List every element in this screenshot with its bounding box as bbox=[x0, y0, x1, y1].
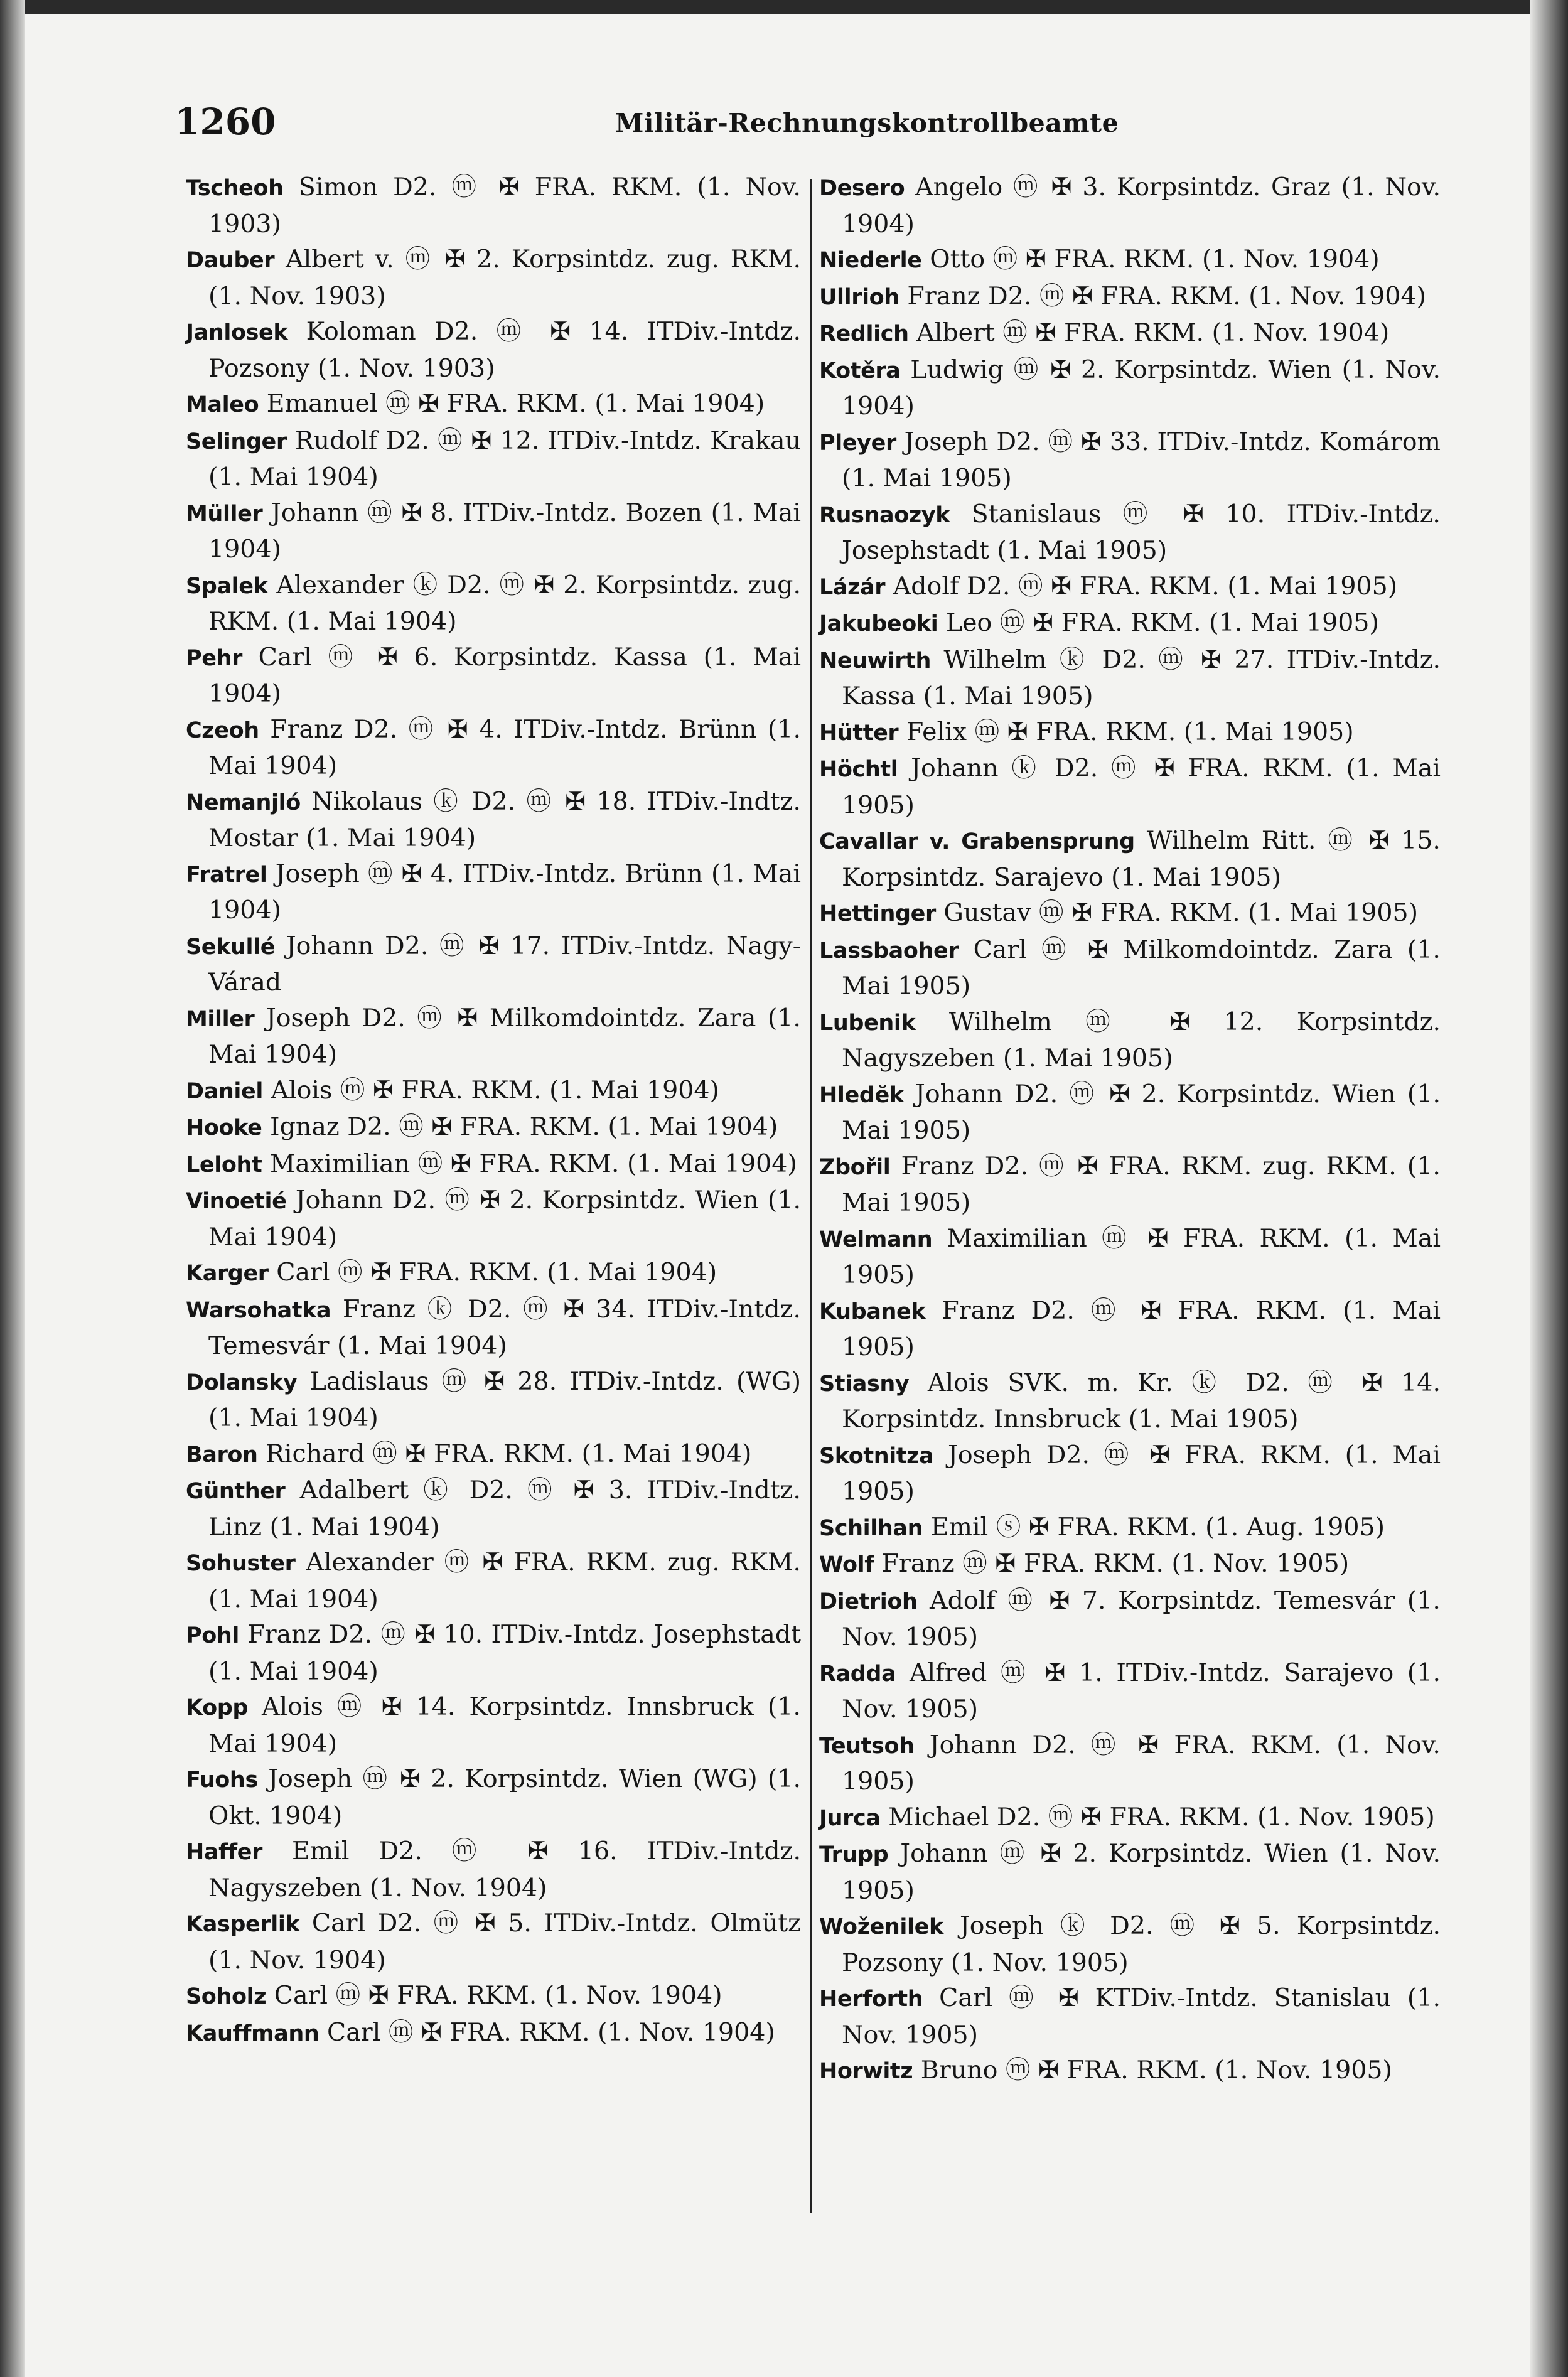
entry-surname: Stiasny bbox=[819, 1371, 910, 1397]
entry-details: Koloman D2. ⓜ ✠ 14. ITDiv.-Intdz. Pozsony (1. Nov. 1903) bbox=[208, 317, 801, 383]
entry-surname: Miller bbox=[186, 1006, 255, 1032]
entry-surname: Baron bbox=[186, 1442, 258, 1468]
list-item bbox=[186, 1292, 801, 1364]
list-item bbox=[186, 1183, 801, 1255]
list-item bbox=[819, 823, 1441, 895]
list-item bbox=[186, 1473, 801, 1545]
list-item bbox=[186, 1364, 801, 1436]
entry-surname: Fratrel bbox=[186, 862, 267, 888]
entry-surname: Pehr bbox=[186, 645, 242, 671]
entry-details: Joseph D2. ⓜ ✠ 33. ITDiv.-Intdz. Komárom (1. Mai 1905) bbox=[842, 427, 1441, 493]
entry-details: Alexander ⓚ D2. ⓜ ✠ 2. Korpsintdz. zug. RKM. (1. Mai 1904) bbox=[208, 570, 802, 636]
entry-details: Ladislaus ⓜ ✠ 28. ITDiv.-Intdz. (WG) (1. Mai 1904) bbox=[208, 1366, 801, 1432]
entry-details: Ignaz D2. ⓜ ✠ FRA. RKM. (1. Mai 1904) bbox=[270, 1112, 778, 1141]
entry-surname: Haffer bbox=[186, 1840, 262, 1865]
entry-surname: Jakubeoki bbox=[819, 611, 938, 636]
entry-surname: Selinger bbox=[186, 429, 287, 454]
entry-details: Adolf ⓜ ✠ 7. Korpsintdz. Temesvár (1. Nov. 1905) bbox=[842, 1586, 1441, 1651]
entry-details: Maximilian ⓜ ✠ FRA. RKM. (1. Mai 1904) bbox=[269, 1149, 797, 1178]
entry-details: Carl ⓜ ✠ FRA. RKM. (1. Nov. 1904) bbox=[274, 1981, 722, 2010]
entry-surname: Höchtl bbox=[819, 757, 898, 782]
entry-surname: Hütter bbox=[819, 720, 899, 746]
entry-details: Joseph ⓚ D2. ⓜ ✠ 5. Korpsintdz. Pozsony (1. Nov. 1905) bbox=[842, 1911, 1441, 1977]
list-item bbox=[186, 1617, 801, 1689]
column-divider bbox=[810, 179, 812, 2213]
entry-surname: Karger bbox=[186, 1261, 269, 1286]
entry-details: Angelo ⓜ ✠ 3. Korpsintdz. Graz (1. Nov. 1904) bbox=[842, 173, 1441, 239]
entry-details: Alfred ⓜ ✠ 1. ITDiv.-Intdz. Sarajevo (1. Nov. 1905) bbox=[842, 1658, 1441, 1724]
list-item bbox=[819, 1583, 1441, 1655]
scan-right-edge bbox=[1530, 0, 1568, 2377]
entry-details: Emanuel ⓜ ✠ FRA. RKM. (1. Mai 1904) bbox=[266, 389, 765, 418]
list-item bbox=[186, 784, 801, 856]
entry-details: Johann ⓜ ✠ 2. Korpsintdz. Wien (1. Nov. 1905) bbox=[842, 1839, 1441, 1905]
entry-surname: Lassbaoher bbox=[819, 938, 959, 963]
entry-details: Otto ⓜ ✠ FRA. RKM. (1. Nov. 1904) bbox=[930, 245, 1380, 274]
list-item bbox=[819, 1655, 1441, 1727]
entry-surname: Ullrioh bbox=[819, 284, 899, 310]
list-item bbox=[186, 1255, 801, 1292]
list-item bbox=[186, 1689, 801, 1761]
entry-details: Joseph ⓜ ✠ 2. Korpsintdz. Wien (WG) (1. Okt. 1904) bbox=[208, 1764, 802, 1830]
entry-surname: Fuohs bbox=[186, 1768, 258, 1793]
list-item bbox=[186, 1833, 801, 1906]
list-item bbox=[186, 1001, 801, 1073]
entry-details: Joseph D2. ⓜ ✠ FRA. RKM. (1. Mai 1905) bbox=[842, 1440, 1441, 1506]
entry-surname: Kopp bbox=[186, 1695, 249, 1720]
list-item bbox=[819, 751, 1441, 823]
list-item bbox=[186, 640, 801, 712]
entry-surname: Dietrioh bbox=[819, 1589, 918, 1614]
scan-top-edge bbox=[0, 0, 1568, 14]
entry-details: Alois ⓜ ✠ 14. Korpsintdz. Innsbruck (1. Mai 1904) bbox=[208, 1692, 801, 1758]
list-item bbox=[819, 932, 1441, 1004]
entry-details: Johann ⓚ D2. ⓜ ✠ FRA. RKM. (1. Mai 1905) bbox=[842, 754, 1441, 820]
entry-details: Johann D2. ⓜ ✠ 17. ITDiv.-Intdz. Nagy-Várad bbox=[208, 931, 801, 997]
list-item bbox=[186, 1146, 801, 1183]
entry-details: Franz D2. ⓜ ✠ FRA. RKM. zug. RKM. (1. Mai 1905) bbox=[842, 1151, 1441, 1217]
entry-details: Michael D2. ⓜ ✠ FRA. RKM. (1. Nov. 1905) bbox=[888, 1802, 1435, 1832]
entry-surname: Woženilek bbox=[819, 1914, 943, 1940]
entry-details: Maximilian ⓜ ✠ FRA. RKM. (1. Mai 1905) bbox=[842, 1223, 1441, 1289]
list-item bbox=[186, 1545, 801, 1617]
list-item bbox=[186, 1906, 801, 1978]
entry-details: Johann D2. ⓜ ✠ FRA. RKM. (1. Nov. 1905) bbox=[842, 1730, 1441, 1796]
list-item bbox=[819, 1980, 1441, 2052]
entry-details: Carl ⓜ ✠ KTDiv.-Intdz. Stanislau (1. Nov. 1905) bbox=[842, 1983, 1441, 2049]
list-item bbox=[819, 1004, 1441, 1076]
entry-surname: Jurca bbox=[819, 1805, 881, 1831]
list-item bbox=[819, 352, 1441, 424]
list-item bbox=[819, 1149, 1441, 1221]
entry-details: Emil D2. ⓜ ✠ 16. ITDiv.-Intdz. Nagyszeben (1. Nov. 1904) bbox=[208, 1837, 801, 1902]
entry-details: Carl ⓜ ✠ 6. Korpsintdz. Kassa (1. Mai 1904) bbox=[208, 642, 801, 708]
entry-details: Carl ⓜ ✠ FRA. RKM. (1. Nov. 1904) bbox=[327, 2017, 775, 2047]
list-item bbox=[819, 895, 1441, 932]
entry-details: Franz D2. ⓜ ✠ 4. ITDiv.-Intdz. Brünn (1. Mai 1904) bbox=[208, 714, 801, 780]
entry-details: Franz D2. ⓜ ✠ FRA. RKM. (1. Nov. 1904) bbox=[907, 281, 1426, 311]
entry-surname: Cavallar v. Grabensprung bbox=[819, 829, 1135, 854]
list-item bbox=[819, 1546, 1441, 1583]
list-item bbox=[819, 496, 1441, 569]
entry-surname: Hooke bbox=[186, 1115, 262, 1140]
entry-surname: Janlosek bbox=[186, 320, 288, 345]
entry-surname: Welmann bbox=[819, 1226, 933, 1252]
entry-details: Johann ⓜ ✠ 8. ITDiv.-Intdz. Bozen (1. Mai 1904) bbox=[208, 498, 802, 564]
entry-surname: Schilhan bbox=[819, 1515, 923, 1541]
entry-details: Wilhelm Ritt. ⓜ ✠ 15. Korpsintdz. Sarajevo (1. Mai 1905) bbox=[842, 826, 1441, 892]
entry-surname: Lázár bbox=[819, 574, 886, 600]
entry-details: Wilhelm ⓜ ✠ 12. Korpsintdz. Nagyszeben (1. Mai 1905) bbox=[842, 1007, 1441, 1073]
entry-details: Rudolf D2. ⓜ ✠ 12. ITDiv.-Intdz. Krakau (1. Mai 1904) bbox=[208, 426, 801, 491]
right-column bbox=[819, 169, 1441, 2090]
list-item bbox=[186, 386, 801, 423]
list-item bbox=[819, 2052, 1441, 2090]
list-item bbox=[819, 1365, 1441, 1437]
entry-details: Carl ⓜ ✠ FRA. RKM. (1. Mai 1904) bbox=[276, 1258, 717, 1287]
entry-surname: Dolansky bbox=[186, 1370, 298, 1395]
list-item bbox=[819, 169, 1441, 242]
entry-surname: Desero bbox=[819, 176, 905, 201]
list-item bbox=[819, 642, 1441, 714]
entry-details: Emil ⓢ ✠ FRA. RKM. (1. Aug. 1905) bbox=[930, 1512, 1385, 1542]
entry-details: Ludwig ⓜ ✠ 2. Korpsintdz. Wien (1. Nov. 1904) bbox=[842, 355, 1441, 421]
list-item bbox=[819, 1076, 1441, 1149]
list-item bbox=[186, 567, 801, 640]
running-title: Militär-Rechnungskontrollbeamte bbox=[615, 108, 1119, 138]
list-item bbox=[186, 495, 801, 567]
entry-details: Felix ⓜ ✠ FRA. RKM. (1. Mai 1905) bbox=[906, 717, 1354, 746]
entry-surname: Kasperlik bbox=[186, 1912, 300, 1937]
entry-details: Franz ⓜ ✠ FRA. RKM. (1. Nov. 1905) bbox=[881, 1549, 1350, 1578]
entry-surname: Niederle bbox=[819, 248, 922, 273]
entry-details: Stanislaus ⓜ ✠ 10. ITDiv.-Intdz. Josephstadt (1. Mai 1905) bbox=[842, 499, 1441, 565]
entry-surname: Maleo bbox=[186, 392, 259, 417]
entry-details: Alexander ⓜ ✠ FRA. RKM. zug. RKM. (1. Mai 1904) bbox=[208, 1548, 801, 1614]
entry-surname: Soholz bbox=[186, 1984, 267, 2009]
entry-surname: Pleyer bbox=[819, 430, 896, 456]
entry-surname: Lubenik bbox=[819, 1010, 916, 1036]
list-item bbox=[186, 856, 801, 928]
entry-details: Gustav ⓜ ✠ FRA. RKM. (1. Mai 1905) bbox=[943, 898, 1419, 927]
entry-details: Wilhelm ⓚ D2. ⓜ ✠ 27. ITDiv.-Intdz. Kassa (1. Mai 1905) bbox=[842, 645, 1441, 711]
entry-details: Alois ⓜ ✠ FRA. RKM. (1. Mai 1904) bbox=[271, 1075, 719, 1105]
entry-surname: Dauber bbox=[186, 248, 275, 273]
entry-details: Franz D2. ⓜ ✠ 10. ITDiv.-Intdz. Josephstadt (1. Mai 1904) bbox=[208, 1620, 801, 1686]
entry-details: Adalbert ⓚ D2. ⓜ ✠ 3. ITDiv.-Indtz. Linz (1. Mai 1904) bbox=[208, 1476, 801, 1542]
list-item bbox=[186, 928, 801, 1001]
entry-surname: Warsohatka bbox=[186, 1297, 331, 1323]
entry-surname: Zbořil bbox=[819, 1154, 891, 1180]
entry-surname: Czeoh bbox=[186, 717, 259, 743]
list-item bbox=[186, 712, 801, 784]
entry-surname: Leloht bbox=[186, 1152, 262, 1178]
page-number: 1260 bbox=[175, 100, 276, 143]
list-item bbox=[186, 1761, 801, 1833]
entry-surname: Nemanjló bbox=[186, 790, 301, 815]
entry-details: Leo ⓜ ✠ FRA. RKM. (1. Mai 1905) bbox=[945, 608, 1379, 637]
entry-details: Albert ⓜ ✠ FRA. RKM. (1. Nov. 1904) bbox=[916, 318, 1390, 347]
list-item bbox=[186, 2015, 801, 2052]
list-item bbox=[186, 314, 801, 386]
list-item bbox=[819, 1221, 1441, 1293]
list-item bbox=[819, 1908, 1441, 1980]
entry-surname: Redlich bbox=[819, 321, 909, 346]
entry-surname: Müller bbox=[186, 501, 263, 527]
list-item bbox=[819, 279, 1441, 316]
entry-surname: Rusnaozyk bbox=[819, 502, 950, 528]
entry-details: Alois SVK. m. Kr. ⓚ D2. ⓜ ✠ 14. Korpsintdz. Innsbruck (1. Mai 1905) bbox=[842, 1368, 1441, 1434]
entry-details: Carl D2. ⓜ ✠ 5. ITDiv.-Intdz. Olmütz (1. Nov. 1904) bbox=[208, 1909, 801, 1975]
entry-details: Franz ⓚ D2. ⓜ ✠ 34. ITDiv.-Intdz. Temesvár (1. Mai 1904) bbox=[208, 1294, 801, 1360]
entry-surname: Vinoetié bbox=[186, 1189, 287, 1214]
entry-surname: Tscheoh bbox=[186, 176, 284, 201]
entry-surname: Spalek bbox=[186, 573, 268, 599]
entry-details: Simon D2. ⓜ ✠ FRA. RKM. (1. Nov. 1903) bbox=[208, 173, 801, 239]
list-item bbox=[819, 1800, 1441, 1837]
entry-surname: Daniel bbox=[186, 1078, 263, 1104]
entry-details: Carl ⓜ ✠ Milkomdointdz. Zara (1. Mai 1905) bbox=[842, 935, 1441, 1001]
list-item bbox=[186, 169, 801, 242]
entry-surname: Günther bbox=[186, 1479, 286, 1504]
entry-surname: Pohl bbox=[186, 1623, 240, 1648]
list-item bbox=[819, 315, 1441, 352]
entry-surname: Kubanek bbox=[819, 1299, 926, 1324]
entry-details: Joseph D2. ⓜ ✠ Milkomdointdz. Zara (1. Mai 1904) bbox=[208, 1003, 801, 1069]
entry-surname: Sekullé bbox=[186, 934, 276, 960]
list-item bbox=[819, 714, 1441, 751]
entry-surname: Neuwirth bbox=[819, 648, 931, 673]
entry-surname: Kotěra bbox=[819, 358, 901, 384]
entry-surname: Hledĕk bbox=[819, 1082, 904, 1108]
entry-surname: Skotnitza bbox=[819, 1443, 934, 1469]
list-item bbox=[819, 1836, 1441, 1908]
list-item bbox=[819, 1727, 1441, 1800]
entry-details: Franz D2. ⓜ ✠ FRA. RKM. (1. Mai 1905) bbox=[842, 1296, 1441, 1361]
entry-details: Johann D2. ⓜ ✠ 2. Korpsintdz. Wien (1. Mai 1904) bbox=[208, 1186, 802, 1252]
entry-details: Albert v. ⓜ ✠ 2. Korpsintdz. zug. RKM. (1. Nov. 1903) bbox=[208, 245, 802, 311]
list-item bbox=[819, 1437, 1441, 1510]
list-item bbox=[186, 1073, 801, 1110]
list-item bbox=[186, 1109, 801, 1146]
entry-surname: Horwitz bbox=[819, 2059, 913, 2084]
entry-surname: Hettinger bbox=[819, 901, 936, 926]
list-item bbox=[819, 242, 1441, 279]
list-item bbox=[819, 605, 1441, 642]
entry-details: Johann D2. ⓜ ✠ 2. Korpsintdz. Wien (1. Mai 1905) bbox=[842, 1079, 1441, 1145]
list-item bbox=[819, 424, 1441, 496]
entry-surname: Teutsoh bbox=[819, 1733, 915, 1759]
scan-left-edge bbox=[0, 0, 25, 2377]
entry-surname: Herforth bbox=[819, 1987, 923, 2012]
list-item bbox=[186, 423, 801, 495]
list-item bbox=[186, 242, 801, 314]
entry-surname: Wolf bbox=[819, 1552, 874, 1577]
entry-details: Joseph ⓜ ✠ 4. ITDiv.-Intdz. Brünn (1. Mai 1904) bbox=[208, 859, 801, 925]
entry-surname: Trupp bbox=[819, 1842, 889, 1867]
list-item bbox=[186, 1436, 801, 1473]
list-item bbox=[819, 1510, 1441, 1547]
entry-details: Nikolaus ⓚ D2. ⓜ ✠ 18. ITDiv.-Indtz. Mostar (1. Mai 1904) bbox=[208, 786, 801, 852]
entry-surname: Sohuster bbox=[186, 1551, 296, 1576]
entry-surname: Radda bbox=[819, 1661, 896, 1687]
entry-details: Bruno ⓜ ✠ FRA. RKM. (1. Nov. 1905) bbox=[920, 2056, 1392, 2085]
list-item bbox=[186, 1978, 801, 2015]
entry-surname: Kauffmann bbox=[186, 2020, 320, 2046]
list-item bbox=[819, 569, 1441, 606]
left-column bbox=[186, 169, 801, 2051]
entry-details: Adolf D2. ⓜ ✠ FRA. RKM. (1. Mai 1905) bbox=[893, 571, 1398, 601]
list-item bbox=[819, 1293, 1441, 1365]
entry-details: Richard ⓜ ✠ FRA. RKM. (1. Mai 1904) bbox=[266, 1439, 752, 1468]
